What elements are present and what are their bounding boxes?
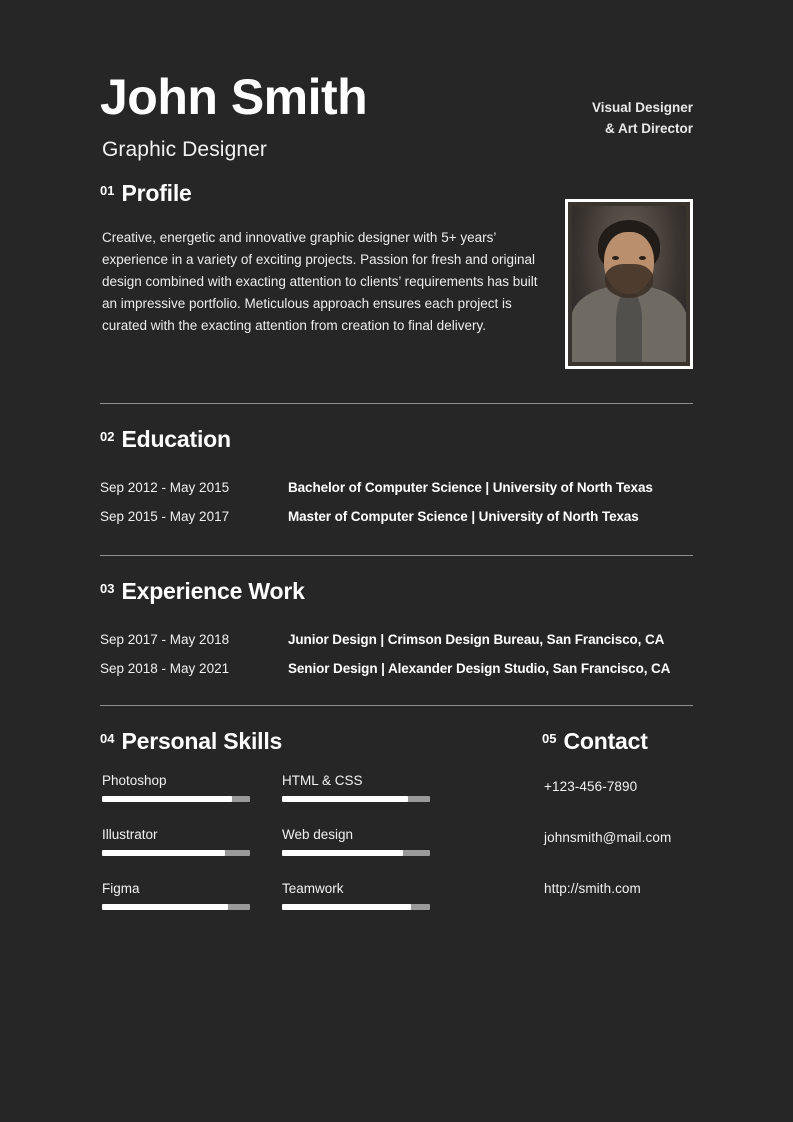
list-item bbox=[282, 827, 430, 856]
skill-bar bbox=[102, 904, 250, 910]
list-item bbox=[102, 827, 250, 856]
contact-email[interactable]: johnsmith@mail.com bbox=[544, 830, 672, 845]
list-item bbox=[282, 881, 430, 910]
entry-date: Sep 2015 - May 2017 bbox=[100, 509, 230, 524]
contact-phone[interactable]: +123-456-7890 bbox=[544, 779, 638, 794]
experience-heading bbox=[100, 578, 693, 605]
tagline-line-2: & Art Director bbox=[604, 120, 693, 136]
section-number: 05 bbox=[542, 731, 557, 746]
list-item bbox=[100, 473, 693, 502]
section-title: Experience Work bbox=[121, 578, 305, 604]
entry-date: Sep 2018 - May 2021 bbox=[100, 661, 230, 676]
section-title: Personal Skills bbox=[121, 728, 283, 754]
section-number: 04 bbox=[100, 731, 115, 746]
skill-bar bbox=[282, 796, 430, 802]
page-title: John Smith bbox=[100, 69, 368, 125]
list-item bbox=[282, 773, 430, 802]
skill-bar bbox=[282, 904, 430, 910]
profile-text: Creative, energetic and innovative graphic designer with 5+ years’ experience in a variety of exciting projects. Passion for fresh and original design combined with exacting attention to clients’ requirements has built an impressive portfolio. Meticulous approach ensures each project is curated with the exacting attention from creation to final delivery. bbox=[102, 230, 538, 333]
list-item bbox=[100, 625, 693, 654]
entry-description: Senior Design | Alexander Design Studio, San Francisco, CA bbox=[288, 661, 671, 676]
section-experience bbox=[0, 556, 793, 605]
skill-name: Figma bbox=[102, 881, 140, 896]
list-item bbox=[100, 502, 693, 531]
section-contact bbox=[520, 728, 693, 935]
list-item bbox=[102, 881, 250, 910]
entry-description: Master of Computer Science | University of North Texas bbox=[288, 509, 639, 524]
section-number: 02 bbox=[100, 429, 115, 444]
section-profile bbox=[0, 162, 793, 369]
skills-heading bbox=[100, 728, 520, 755]
job-title: Graphic Designer bbox=[102, 138, 268, 161]
section-number: 01 bbox=[100, 183, 115, 198]
skill-name: Photoshop bbox=[102, 773, 167, 788]
skill-bar bbox=[102, 850, 250, 856]
section-skills bbox=[100, 728, 520, 935]
skills-column-right bbox=[282, 773, 430, 935]
contact-website[interactable]: http://smith.com bbox=[544, 881, 641, 896]
skills-column-left bbox=[102, 773, 250, 935]
tagline-line-1: Visual Designer bbox=[591, 100, 693, 115]
entry-date: Sep 2012 - May 2015 bbox=[100, 480, 230, 495]
section-number: 03 bbox=[100, 581, 115, 596]
entry-date: Sep 2017 - May 2018 bbox=[100, 632, 230, 647]
skill-name: Teamwork bbox=[282, 881, 344, 896]
skill-name: Illustrator bbox=[102, 827, 158, 842]
experience-entries bbox=[0, 611, 793, 683]
tagline bbox=[592, 98, 693, 140]
section-title: Education bbox=[121, 426, 231, 452]
header bbox=[0, 0, 793, 162]
skill-bar bbox=[282, 850, 430, 856]
skill-name: HTML & CSS bbox=[282, 773, 363, 788]
portrait-image bbox=[572, 206, 686, 362]
skill-name: Web design bbox=[282, 827, 354, 842]
list-item bbox=[100, 654, 693, 683]
section-title: Profile bbox=[121, 180, 192, 206]
entry-description: Junior Design | Crimson Design Bureau, San Francisco, CA bbox=[288, 632, 665, 647]
bottom-columns bbox=[0, 706, 793, 935]
avatar bbox=[565, 199, 693, 369]
skill-bar bbox=[102, 796, 250, 802]
education-entries bbox=[0, 459, 793, 531]
contact-heading bbox=[542, 728, 693, 755]
education-heading bbox=[100, 426, 693, 453]
section-education bbox=[0, 404, 793, 453]
entry-description: Bachelor of Computer Science | University of North Texas bbox=[288, 480, 653, 495]
section-title: Contact bbox=[563, 728, 648, 754]
list-item bbox=[102, 773, 250, 802]
